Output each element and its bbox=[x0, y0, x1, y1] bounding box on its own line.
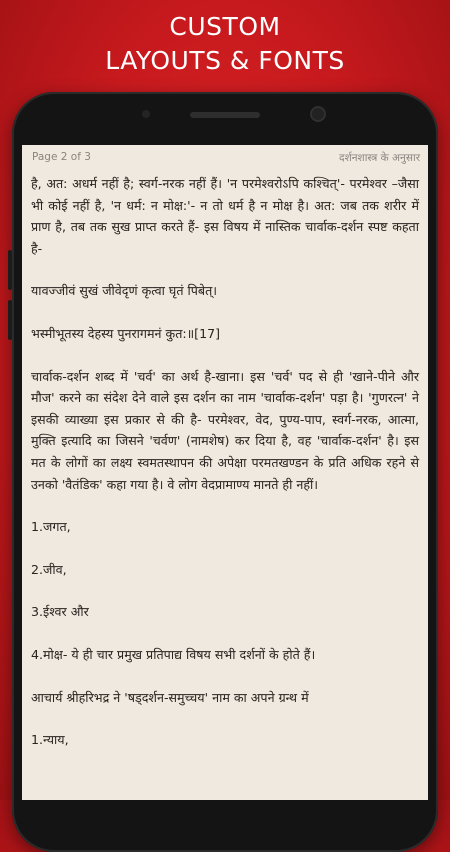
paragraph: है, अत: अधर्म नहीं है; स्वर्ग-नरक नहीं हैं। 'न परमेश्वरोऽपि कश्चित्'- परमेश्वर –जैसा भी कोई नहीं है, 'न धर्म: न मोक्ष:'- न तो धर्म है न मोक्ष है। अत: जब तक शरीर में प्राण है, तब तक सुख प्राप्त करते हैं- इस विषय में नास्तिक चार्वाक-दर्शन स्पष्ट कहता है- bbox=[31, 176, 419, 256]
volume-button bbox=[8, 250, 12, 290]
headline-line-1: CUSTOM bbox=[169, 12, 281, 41]
list-item: 2.जीव, bbox=[31, 561, 67, 577]
promo-headline bbox=[0, 10, 450, 78]
reader-text[interactable] bbox=[22, 171, 428, 751]
paragraph: भस्मीभूतस्य देहस्य पुनरागमनं कुत:॥[17] bbox=[31, 325, 221, 341]
list-item: 3.ईश्वर और bbox=[31, 604, 89, 620]
list-item: 1.न्याय, bbox=[31, 732, 69, 748]
list-item: 4.मोक्ष- ये ही चार प्रमुख प्रतिपाद्य विषय सभी दर्शनों के होते हैं। bbox=[31, 646, 316, 662]
page-indicator: Page 2 of 3 bbox=[32, 151, 91, 163]
chapter-title: दर्शनशास्त्र के अनुसार bbox=[339, 152, 420, 164]
phone-sensor bbox=[142, 110, 150, 118]
front-camera-icon bbox=[312, 108, 324, 120]
paragraph: चार्वाक-दर्शन शब्द में 'चर्व' का अर्थ है-खाना। इस 'चर्व' पद से ही 'खाने-पीने और मौज' करने का संदेश देने वाले इस दर्शन का नाम 'चार्वाक-दर्शन' पड़ा है। 'गुणरत्न' ने इसकी व्याख्या इस प्रकार से की है- परमेश्वर, वेद, पुण्य-पाप, स्वर्ग-नरक, आत्मा, मुक्ति इत्यादि का जिसने 'चर्वण' (नामशेष) कर दिया है, वह 'चार्वाक-दर्शन' है। इस मत के लोगों का लक्ष्य स्वमतस्थापन की अपेक्षा परमतखण्डन के प्रति अधिक रहने से उनको 'वैतंडिक' कहा गया है। वे लोग वेदप्रामाण्य मानते ही नहीं। bbox=[31, 368, 419, 492]
headline-line-2: LAYOUTS & FONTS bbox=[105, 46, 345, 75]
reader-status-bar bbox=[22, 145, 428, 171]
list-item: 1.जगत, bbox=[31, 519, 71, 535]
paragraph: आचार्य श्रीहरिभद्र ने 'षड्दर्शन-समुच्चय' नाम का अपने ग्रन्थ में bbox=[31, 689, 309, 705]
paragraph: यावज्जीवं सुखं जीवेदृणं कृत्वा घृतं पिबेत्‌। bbox=[31, 283, 218, 299]
phone-speaker bbox=[190, 112, 260, 118]
reader-screen[interactable] bbox=[22, 145, 428, 800]
volume-button bbox=[8, 300, 12, 340]
